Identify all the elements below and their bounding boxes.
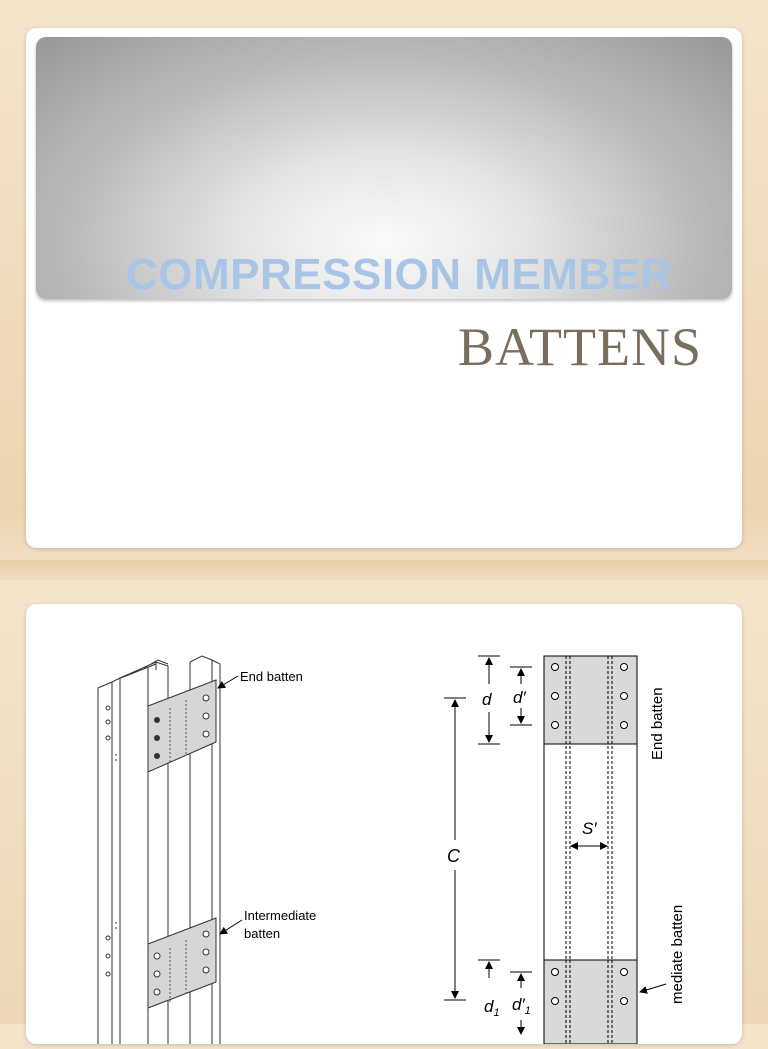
dim-d: d bbox=[482, 690, 492, 709]
dim-d1-prime: d′ bbox=[512, 995, 525, 1014]
iso-intermediate-label-line2: batten bbox=[244, 926, 281, 941]
slide-subtitle: BATTENS bbox=[457, 317, 702, 377]
elev-end-batten-label: End batten bbox=[649, 687, 666, 760]
title-slide[interactable] bbox=[26, 28, 742, 548]
elev-intermediate-label: mediate batten bbox=[669, 904, 686, 1004]
dim-s-prime: S′ bbox=[582, 819, 597, 838]
batten-diagram bbox=[26, 604, 742, 1044]
svg-text:d1 bbox=[484, 997, 500, 1019]
diagram-slide[interactable] bbox=[26, 604, 742, 1044]
isometric-intermediate-batten bbox=[148, 918, 216, 1008]
dim-d-prime: d′ bbox=[513, 688, 526, 707]
iso-end-batten-label: End batten bbox=[240, 669, 303, 684]
slide-title: COMPRESSION MEMBER bbox=[126, 250, 673, 299]
svg-text:d′1 bbox=[512, 995, 531, 1017]
slide-separator bbox=[0, 560, 768, 580]
dim-d1-sub: 1 bbox=[493, 1007, 500, 1019]
isometric-end-batten bbox=[148, 680, 216, 772]
iso-intermediate-label-line1: Intermediate bbox=[244, 908, 317, 923]
dim-c: C bbox=[447, 846, 460, 866]
dim-d1: d bbox=[484, 997, 494, 1016]
elevation-view bbox=[444, 656, 686, 1044]
dim-d1-prime-sub: 1 bbox=[524, 1005, 531, 1017]
